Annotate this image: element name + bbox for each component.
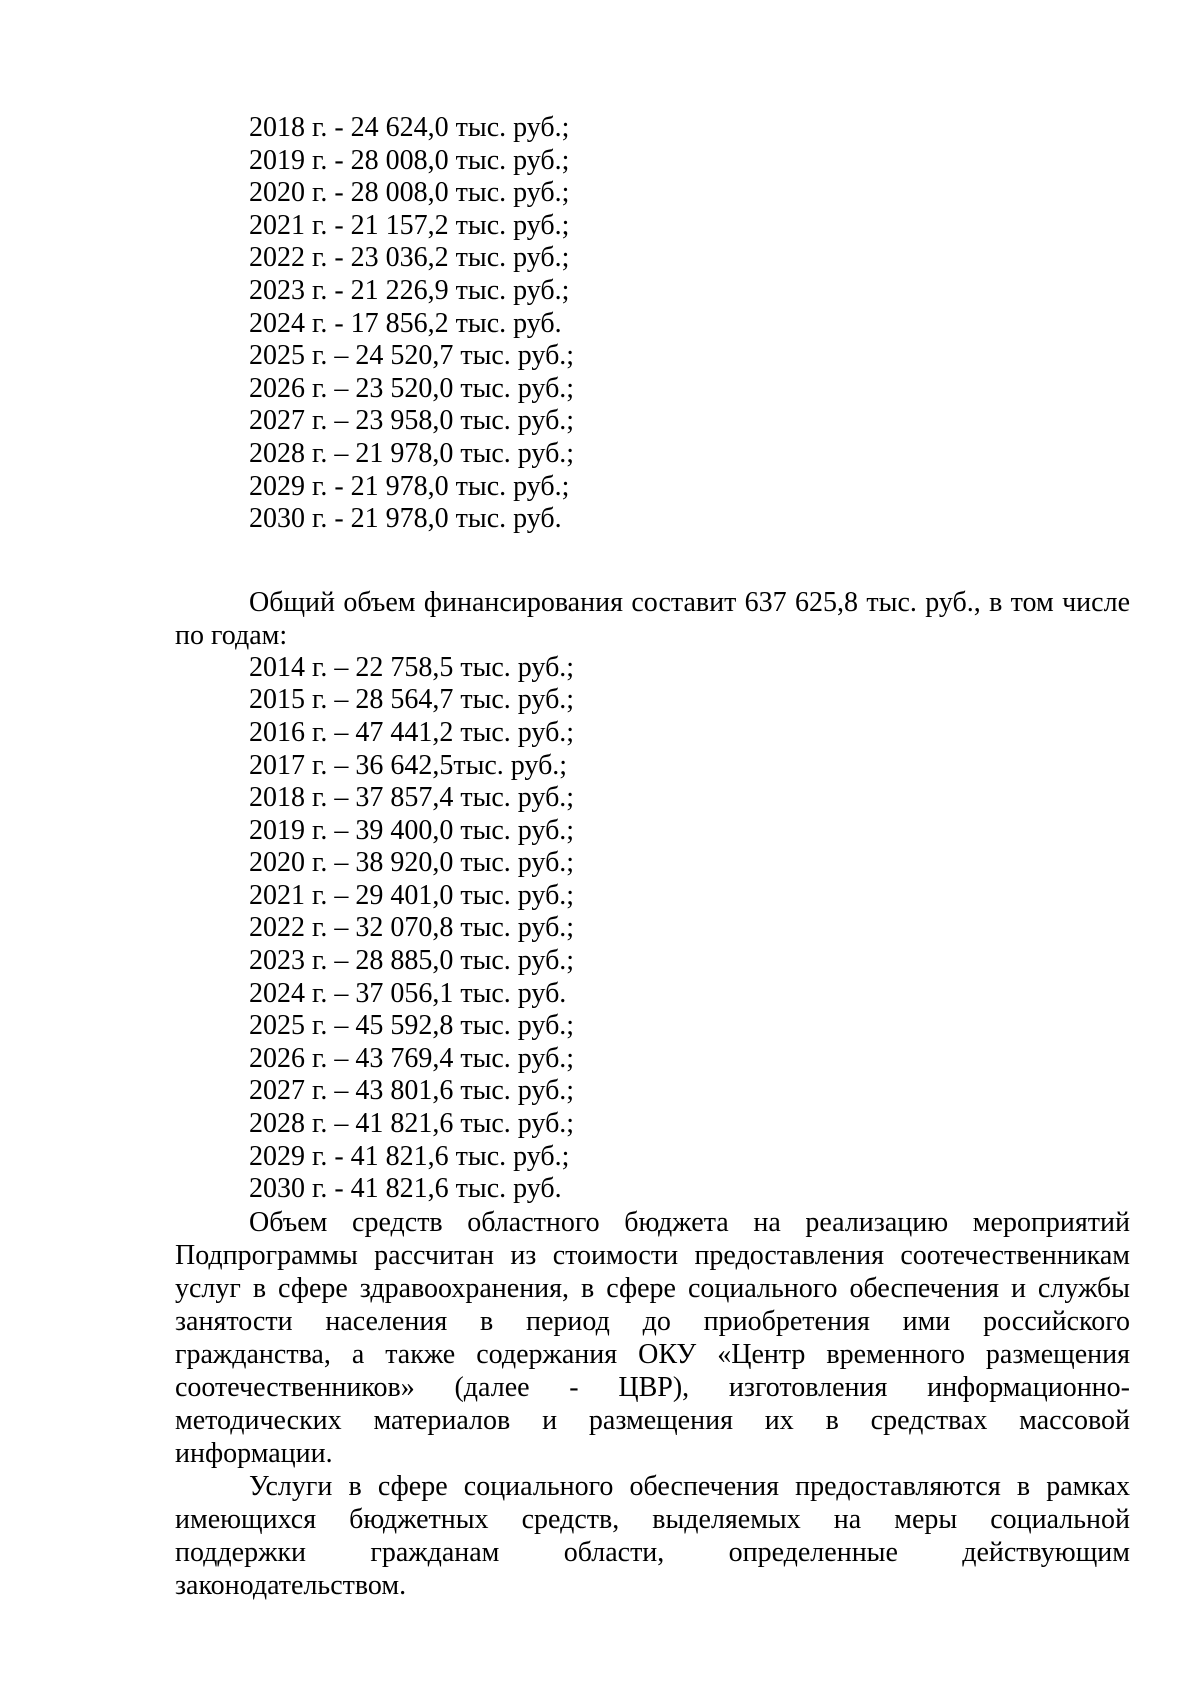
paragraph-line: Услуги в сфере социального обеспечения предоставляются в рамках: [249, 1470, 1130, 1502]
paragraph-line: имеющихся бюджетных средств, выделяемых на меры социальной: [175, 1503, 1130, 1535]
list-item: 2023 г. – 28 885,0 тыс. руб.;: [249, 945, 575, 977]
list-item: 2023 г. - 21 226,9 тыс. руб.;: [249, 274, 570, 306]
list-item: 2028 г. – 21 978,0 тыс. руб.;: [249, 437, 575, 469]
paragraph-line: Подпрограммы рассчитан из стоимости предоставления соотечественникам: [175, 1239, 1130, 1271]
list-item: 2020 г. – 38 920,0 тыс. руб.;: [249, 847, 575, 879]
list-item: 2022 г. – 32 070,8 тыс. руб.;: [249, 912, 575, 944]
budget-paragraph: [175, 1206, 1130, 1470]
list-item: 2021 г. - 21 157,2 тыс. руб.;: [249, 209, 570, 241]
list-item: 2027 г. – 43 801,6 тыс. руб.;: [249, 1075, 575, 1107]
paragraph-line: занятости населения в период до приобретения ими российского: [175, 1305, 1130, 1337]
list-item: 2029 г. - 21 978,0 тыс. руб.;: [249, 470, 570, 502]
document-body: [175, 112, 1130, 1602]
list-item: 2024 г. - 17 856,2 тыс. руб.: [249, 307, 562, 339]
list-item: 2016 г. – 47 441,2 тыс. руб.;: [249, 716, 575, 748]
paragraph-line: услуг в сфере здравоохранения, в сфере социального обеспечения и службы: [175, 1272, 1130, 1304]
list-item: 2025 г. – 24 520,7 тыс. руб.;: [249, 340, 575, 372]
funding-list-b: [175, 652, 1130, 1206]
list-item: 2017 г. – 36 642,5тыс. руб.;: [249, 749, 568, 781]
list-item: 2027 г. – 23 958,0 тыс. руб.;: [249, 405, 575, 437]
list-item: 2024 г. – 37 056,1 тыс. руб.: [249, 977, 567, 1009]
list-item: 2020 г. - 28 008,0 тыс. руб.;: [249, 177, 570, 209]
list-item: 2025 г. – 45 592,8 тыс. руб.;: [249, 1010, 575, 1042]
paragraph-line: поддержки гражданам области, определенные действующим: [175, 1536, 1130, 1568]
list-item: 2026 г. – 23 520,0 тыс. руб.;: [249, 372, 575, 404]
total-funding-line: по годам:: [175, 619, 288, 651]
list-item: 2026 г. – 43 769,4 тыс. руб.;: [249, 1042, 575, 1074]
list-item: 2015 г. – 28 564,7 тыс. руб.;: [249, 684, 575, 716]
social-services-paragraph: [175, 1470, 1130, 1602]
funding-list-a: [175, 112, 1130, 536]
list-item: 2029 г. - 41 821,6 тыс. руб.;: [249, 1140, 570, 1172]
list-item: 2022 г. - 23 036,2 тыс. руб.;: [249, 242, 570, 274]
list-item: 2030 г. - 41 821,6 тыс. руб.: [249, 1173, 562, 1205]
paragraph-line: соотечественников» (далее - ЦВР), изготовления информационно-: [175, 1371, 1130, 1403]
list-item: 2018 г. - 24 624,0 тыс. руб.;: [249, 112, 570, 143]
list-item: 2014 г. – 22 758,5 тыс. руб.;: [249, 651, 575, 683]
list-item: 2030 г. - 21 978,0 тыс. руб.: [249, 503, 562, 535]
list-item: 2028 г. – 41 821,6 тыс. руб.;: [249, 1108, 575, 1140]
list-item: 2019 г. - 28 008,0 тыс. руб.;: [249, 144, 570, 176]
paragraph-line: информации.: [175, 1437, 333, 1469]
paragraph-line: гражданства, а также содержания ОКУ «Центр временного размещения: [175, 1338, 1130, 1370]
list-item: 2019 г. – 39 400,0 тыс. руб.;: [249, 814, 575, 846]
section-gap: [175, 536, 1130, 586]
total-funding-line: Общий объем финансирования составит 637 625,8 тыс. руб., в том числе: [249, 586, 1130, 618]
paragraph-line: методических материалов и размещения их в средствах массовой: [175, 1404, 1130, 1436]
paragraph-line: Объем средств областного бюджета на реализацию мероприятий: [249, 1206, 1130, 1238]
total-funding-paragraph: [175, 586, 1130, 652]
list-item: 2021 г. – 29 401,0 тыс. руб.;: [249, 879, 575, 911]
list-item: 2018 г. – 37 857,4 тыс. руб.;: [249, 782, 575, 814]
paragraph-line: законодательством.: [175, 1569, 407, 1601]
